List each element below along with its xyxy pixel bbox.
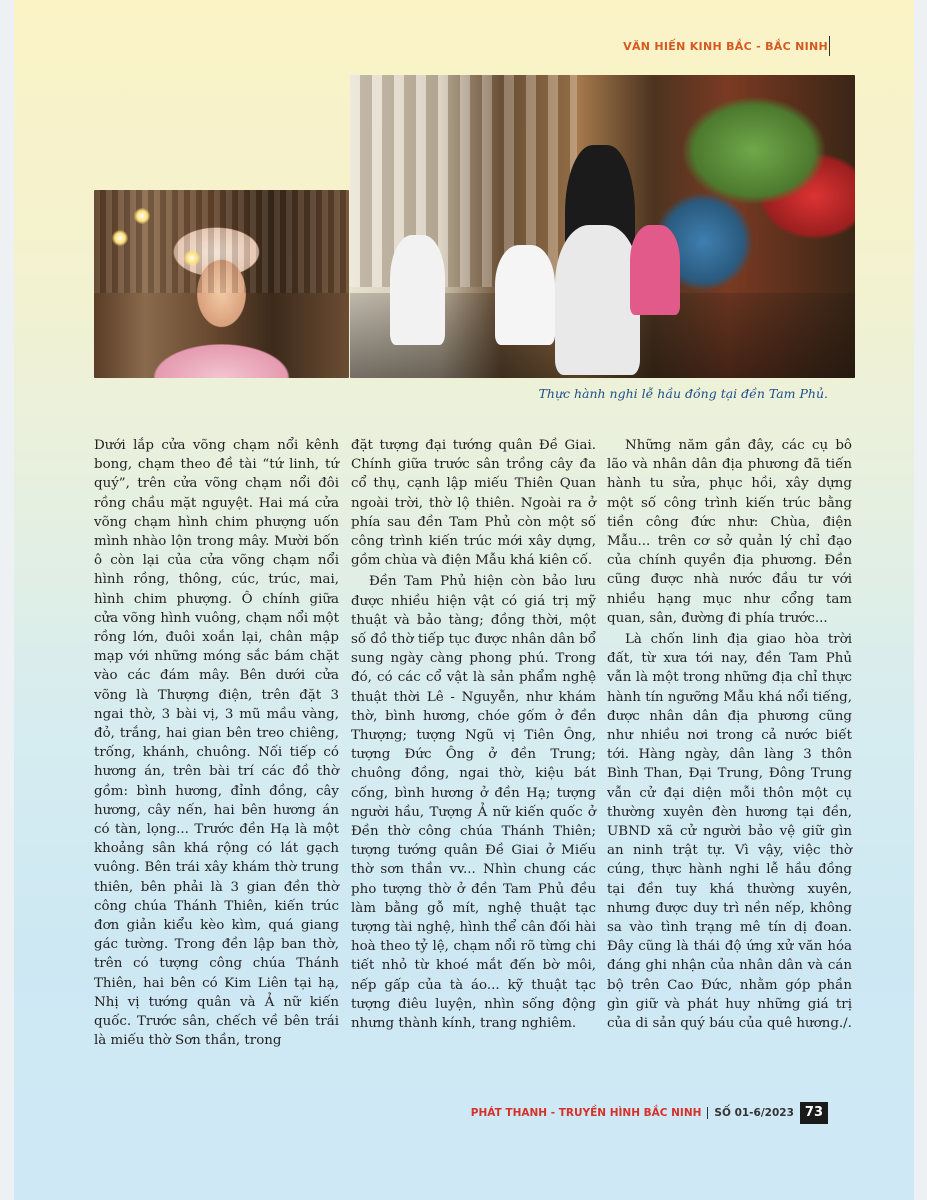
candle-flame	[112, 230, 128, 246]
candle-flame	[184, 250, 200, 266]
photo-caption: Thực hành nghi lễ hầu đồng tại đền Tam Phủ.	[538, 386, 828, 401]
photo-medium-ritual	[94, 190, 349, 378]
header-divider	[829, 36, 831, 56]
paragraph: Là chốn linh địa giao hòa trời đất, từ xưa tới nay, đền Tam Phủ vẫn là một trong những địa chỉ thực hành tín ngưỡng Mẫu khá nổi tiếng, được nhân dân địa phương cũng như nhiều nơi trong cả nước biết tới. Hàng ngày, dân làng 3 thôn Bình Than, Đại Trung, Đông Trung vẫn cử đại diện mỗi thôn một cụ thường xuyên đèn hương tại đền, UBND xã cử người bảo vệ giữ gìn an ninh trật tự. Vì vậy, việc thờ cúng, thực hành nghi lễ hầu đồng tại đền tuy khá thường xuyên, nhưng được duy trì nền nếp, không sa vào tình trạng mê tín dị đoan. Đây cũng là thái độ ứng xử văn hóa đáng ghi nhận của nhân dân và cán bộ trên Cao Đức, nhằm góp phần gìn giữ và phát huy những giá trị của di sản quý báu của quê hương./.	[607, 632, 852, 1032]
footer-divider	[707, 1107, 708, 1119]
issue-number: SỐ 01-6/2023	[714, 1107, 794, 1119]
paragraph: Những năm gần đây, các cụ bô lão và nhân dân địa phương đã tiến hành tu sửa, phục hồi, xây dựng một số công trình kiến trúc bằng tiền công đức như: Chùa, điện Mẫu... trên cơ sở quản lý chỉ đạo của chính quyền địa phương. Đền cũng được nhà nước đầu tư với nhiều hạng mục như cổng tam quan, sân, đường đi phía trước...	[607, 438, 852, 626]
photo-hau-dong-ceremony	[350, 75, 855, 378]
attendant-figure	[630, 225, 680, 315]
paragraph: Đền Tam Phủ hiện còn bảo lưu được nhiều hiện vật có giá trị mỹ thuật và bảo tàng; đồng thời, một số đồ thờ tiếp tục được nhân dân bổ sung ngày càng phong phú. Trong đó, có các cổ vật là sản phẩm nghệ thuật thời Lê - Nguyễn, như khám thờ, bình hương, chóe gốm ở đền Thượng; tượng Ngũ vị Tiên Ông, tượng Đức Ông ở đền Trung; chuông đồng, ngai thờ, kiệu bát cống, bình hương ở đền Hạ; tượng người hầu, Tượng Ả nữ kiến quốc ở Đền thờ công chúa Thánh Thiên; tượng tướng quân Đề Giai ở Miếu thờ sơn thần vv... Nhìn chung các pho tượng thờ ở đền Tam Phủ đều làm bằng gỗ mít, nghệ thuật tạc tượng tài nghệ, hình thể cân đối hài hoà theo tỷ lệ, chạm nổi rõ từng chi tiết nhỏ từ khoé mắt đến bờ môi, nếp gấp của tà áo... kỹ thuật tạc tượng điêu luyện, nhìn sống động nhưng thành kính, trang nghiêm.	[351, 574, 596, 1032]
attendant-figure	[555, 225, 640, 375]
magazine-page	[14, 0, 914, 1200]
publication-name: PHÁT THANH - TRUYỀN HÌNH BẮC NINH	[470, 1107, 702, 1119]
page-number: 73	[800, 1102, 828, 1124]
section-header: VĂN HIẾN KINH BẮC - BẮC NINH	[623, 40, 828, 53]
candle-flame	[134, 208, 150, 224]
page-footer	[471, 1101, 828, 1125]
article-column-1	[94, 436, 339, 1051]
paragraph: Dưới lắp cửa võng chạm nổi kênh bong, chạm theo đề tài “tứ linh, tứ quý”, trên cửa võng chạm nổi đôi rồng chầu mặt nguyệt. Hai má cửa võng chạm hình chim phượng uốn mình nhào lộn trong mây. Mười bốn ô còn lại của cửa võng chạm nổi hình rồng, thông, cúc, trúc, mai, hình chim phượng. Ô chính giữa cửa võng hình vuông, chạm nổi một rồng lớn, đuôi xoắn lại, chân mập mạp với những móng sắc bám chặt vào các đám mây. Bên dưới cửa võng là Thượng điện, trên đặt 3 ngai thờ, 3 bài vị, 3 mũ mầu vàng, đỏ, trắng, hai gian bên treo chiêng, trống, khánh, chuông. Nối tiếp có hương án, trên bài trí các đồ thờ gồm: bình hương, đỉnh đồng, cây hương, cây nến, hai bên hương án có tàn, lọng... Trước đền Hạ là một khoảng sân khá rộng có lát gạch vuông. Bên trái xây khám thờ trung thiên, bên phải là 3 gian đền thờ công chúa Thánh Thiên, kiến trúc đơn giản kiểu kèo kìm, quá giang gác tường. Trong đền lập ban thờ, trên có tượng công chúa Thánh Thiên, hai bên có Kim Liên tại hạ, Nhị vị tướng quân và Ả nữ kiến quốc. Trước sân, chếch về bên trái là miếu thờ Sơn thần, trong	[94, 438, 339, 1049]
article-column-3	[607, 436, 852, 1033]
musician-figure	[495, 245, 555, 345]
paragraph: đặt tượng đại tướng quân Đề Giai. Chính giữa trước sân trồng cây đa cổ thụ, cạnh lập miếu Thiên Quan ngoài trời, thờ lộ thiên. Ngoài ra ở phía sau đền Tam Phủ còn một số công trình kiến trúc mới xây dựng, gồm chùa và điện Mẫu khá kiên cố.	[351, 438, 596, 569]
article-column-2	[351, 436, 596, 1033]
musician-figure	[390, 235, 445, 345]
